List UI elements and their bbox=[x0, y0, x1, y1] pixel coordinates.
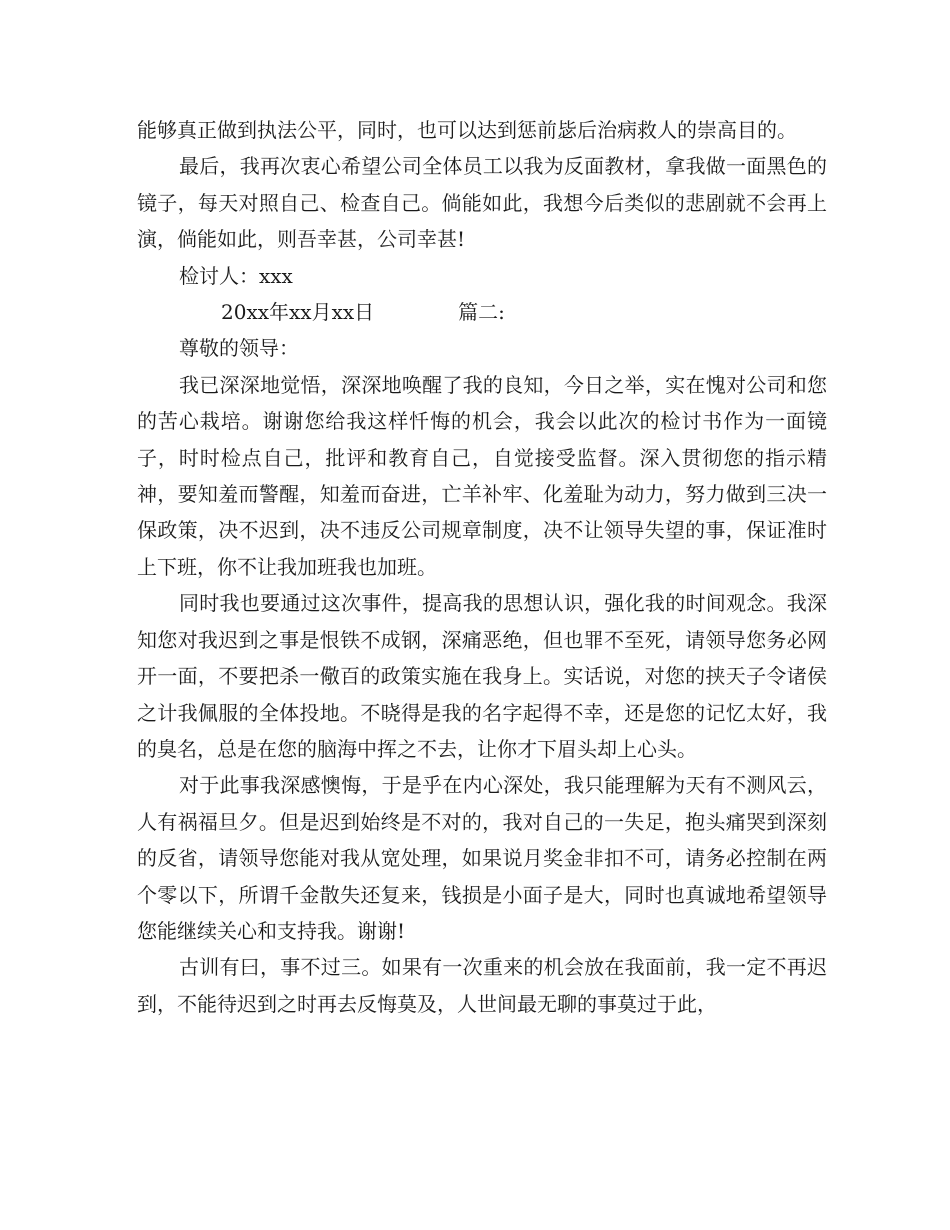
paragraph-2: 同时我也要通过这次事件，提高我的思想认识，强化我的时间观念。我深知您对我迟到之事是恨铁不成钢，深痛恶绝，但也罪不至死，请领导您务必网开一面，不要把杀一儆百的政策实施在我身上。实话说，对您的挟天子令诸侯之计我佩服的全体投地。不晓得是我的名字起得不幸，还是您的记忆太好，我的臭名，总是在您的脑海中挥之不去，让你才下眉头却上心头。 bbox=[137, 591, 827, 761]
paragraph-3: 对于此事我深感懊悔，于是乎在内心深处，我只能理解为天有不测风云，人有祸福旦夕。但是迟到始终是不对的，我对自己的一失足，抱头痛哭到深刻的反省，请领导您能对我从宽处理，如果说月奖金非扣不可，请务必控制在两个零以下，所谓千金散失还复来，钱损是小面子是大，同时也真诚地希望领导您能继续关心和支持我。谢谢! bbox=[137, 773, 827, 943]
paragraph-4: 古训有曰，事不过三。如果有一次重来的机会放在我面前，我一定不再迟到，不能待迟到之时再去反悔莫及，人世间最无聊的事莫过于此， bbox=[137, 955, 827, 1016]
signature: 检讨人：xxx bbox=[179, 263, 293, 288]
date-line bbox=[137, 294, 827, 330]
greeting: 尊敬的领导： bbox=[179, 336, 299, 361]
paragraph-final: 最后，我再次衷心希望公司全体员工以我为反面教材，拿我做一面黑色的镜子，每天对照自己、检查自己。倘能如此，我想今后类似的悲剧就不会再上演，倘能如此，则吾幸甚，公司幸甚! bbox=[137, 154, 827, 252]
document-body bbox=[137, 112, 827, 1022]
paragraph-intro-end: 能够真正做到执法公平，同时，也可以达到惩前毖后治病救人的崇高目的。 bbox=[137, 118, 797, 142]
date: 20xx年xx月xx日 bbox=[221, 300, 375, 325]
section-label: 篇二: bbox=[458, 300, 505, 325]
paragraph-1: 我已深深地觉悟，深深地唤醒了我的良知，今日之举，实在愧对公司和您的苦心栽培。谢谢您给我这样忏悔的机会，我会以此次的检讨书作为一面镜子，时时检点自己，批评和教育自己，自觉接受监督。深入贯彻您的指示精神，要知羞而警醒，知羞而奋进，亡羊补牢、化羞耻为动力，努力做到三决一保政策，决不迟到，决不违反公司规章制度，决不让领导失望的事，保证准时上下班，你不让我加班我也加班。 bbox=[137, 372, 827, 579]
